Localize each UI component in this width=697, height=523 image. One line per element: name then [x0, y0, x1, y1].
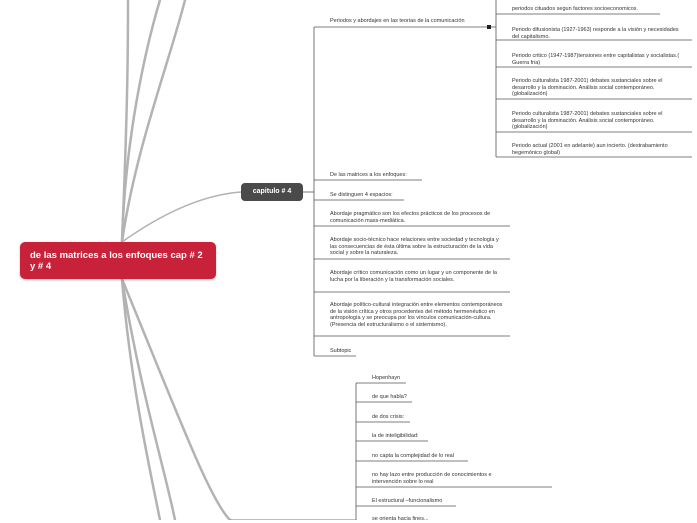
chapter4-topic-item[interactable]: Subtopic — [330, 348, 352, 354]
periodo-item[interactable]: Periodo difusionista (1927-1963) responde a la visión y necesidades del capitalismo. — [512, 27, 679, 40]
periodo-item[interactable]: periodos cituados segun factores socioeconomicos. — [512, 6, 638, 12]
chapter2-topic-item[interactable]: de que habla? — [372, 394, 407, 400]
chapter2-topic-item[interactable]: no hay lazo entre producción de conocimientos e intervención sobre lo real — [372, 472, 492, 485]
chapter4-topic-item[interactable]: Abordaje pragmático son los efectos prácticos de los procesos de comunicación mass-mediática. — [330, 211, 491, 224]
chapter4-topic-item[interactable]: De las matrices a los enfoques: — [330, 172, 407, 178]
chapter-4-label: capitulo # 4 — [252, 188, 292, 195]
periodo-item[interactable]: Periodo critico (1947-1987)tensiones entre capitalistas y socialistas.( Guerra fria) — [512, 53, 680, 66]
periodo-item[interactable]: Periodo culturalista 1987-2001) debates sustanciales sobre el desarrollo y la dominación. Análisis social contemporáneo. (globalización) — [512, 78, 663, 97]
chapter4-topic-item[interactable]: Abordaje socio-técnico hace relaciones entre sociedad y tecnología y las consecuencias de ésta última sobre la estructuración de la vida social y sobre la naturaleza. — [330, 237, 499, 256]
periodo-item[interactable]: Periodo actual (2001 en adelante) aun incierto. (destrabamiento hegemónico global) — [512, 143, 668, 156]
chapter2-topic-item[interactable]: la de inteligibilidad: — [372, 433, 419, 439]
chapter2-topic-item[interactable]: no capta la complejidad de lo real — [372, 453, 454, 459]
periodos-topic[interactable]: Periodos y abordajes en las teorias de la comunicación — [330, 18, 465, 24]
chapter2-topic-item[interactable]: de dos crisis: — [372, 414, 405, 420]
root-topic[interactable] — [20, 242, 216, 279]
chapter4-topic-item[interactable]: Se distinguen 4 espacios: — [330, 192, 393, 198]
chapter-4-topic[interactable] — [241, 183, 303, 201]
chapter2-topic-item[interactable]: Hopenhayn — [372, 375, 401, 381]
chapter2-topic-item[interactable]: se orienta hacia fines... — [372, 516, 429, 522]
chapter4-topic-item[interactable]: Abordaje político-cultural integración entre elementos contemporáneos de la visión crítica y otros procedentes del método hermenéutico en antropología y se preocupa por los vínculos comunicación-cultura. (Presencia del estructuralismo o el sistemismo). — [330, 302, 503, 328]
chapter2-topic-item[interactable]: El estructural –funcionalismo — [372, 498, 443, 504]
periodo-item[interactable]: Periodo culturalista 1987-2001) debates sustanciales sobre el desarrollo y la dominación. Análisis social contemporáneo. (globalización) — [512, 111, 663, 130]
chapter4-topic-item[interactable]: Abordaje crítico comunicación como un lugar y un componente de la lucha por la liberación y la transformación sociales. — [330, 270, 497, 283]
root-label: de las matrices a los enfoques cap # 2 y # 4 — [30, 250, 203, 272]
